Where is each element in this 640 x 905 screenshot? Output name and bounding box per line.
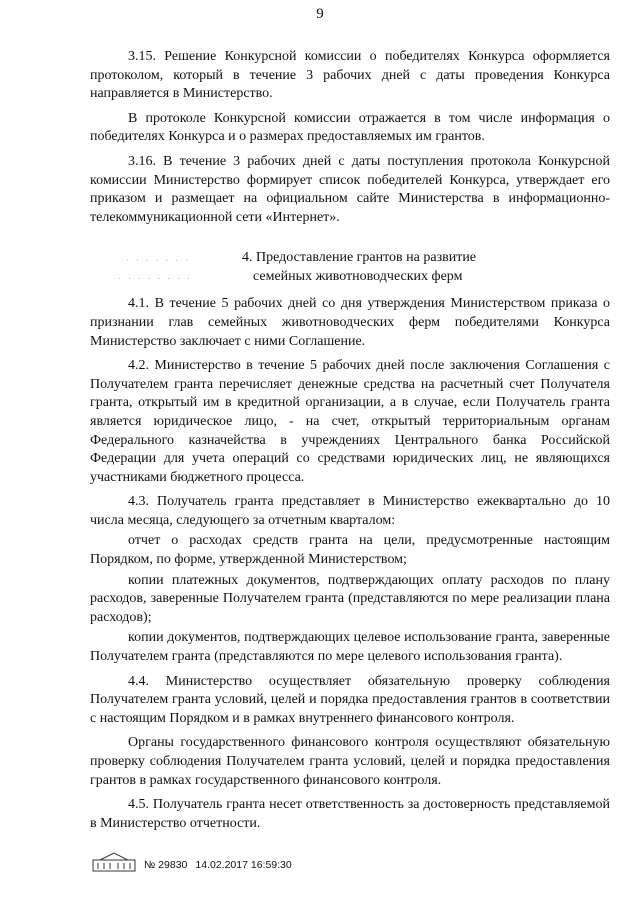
footer bbox=[92, 849, 292, 873]
list-item-payment-copies: копии платежных документов, подтверждающих оплату расходов по плану расходов, заверенные Получателем гранта (представляются по мере реализации плана расходов); bbox=[90, 572, 610, 625]
section-heading-line2: семейных животноводческих ферм bbox=[253, 268, 463, 284]
footer-doc-number: № 29830 bbox=[144, 859, 188, 871]
section-heading-line1: 4. Предоставление грантов на развитие bbox=[242, 250, 477, 266]
paragraph-3-16: 3.16. В течение 3 рабочих дней с даты поступления протокола Конкурсной комиссии Министерство формирует список победителей Конкурса, утверждает его приказом и размещает на официальном сайте Министерства в информационно-телекоммуникационной сети «Интернет». bbox=[90, 153, 610, 225]
paragraph-4-1: 4.1. В течение 5 рабочих дней со дня утверждения Министерством приказа о признании глав семейных животноводческих ферм победителями Конкурса Министерство заключает с ними Соглашение. bbox=[90, 296, 610, 349]
paragraph-3-15: 3.15. Решение Конкурсной комиссии о победителях Конкурса оформляется протоколом, который в течение 3 рабочих дней с даты проведения Конкурса направляется в Министерство. bbox=[90, 49, 610, 102]
paragraph-4-3: 4.3. Получатель гранта представляет в Министерство ежеквартально до 10 числа месяца, следующего за отчетным кварталом: bbox=[90, 494, 610, 528]
paragraph-4-2: 4.2. Министерство в течение 5 рабочих дней после заключения Соглашения с Получателем гранта перечисляет денежные средства на расчетный счет Получателя гранта, открытый им в кредитной организации, а в случае, если Получатель гранта является юридическое лицо, - на счет, открытый территориальным органам Федерального казначейства в учреждениях Центрального банка Российской Федерации для учета операций со средствами юридических лиц, не являющихся участниками бюджетного процесса. bbox=[90, 358, 610, 485]
footer-timestamp: 14.02.2017 16:59:30 bbox=[195, 859, 292, 871]
scan-artifact: · · · · · · · · bbox=[118, 274, 193, 286]
section-heading bbox=[90, 249, 610, 287]
building-stamp-icon bbox=[92, 851, 136, 873]
list-item-document-copies: копии документов, подтверждающих целевое использование гранта, заверенные Получателем гранта (представляются по мере целевого использования гранта). bbox=[90, 630, 610, 665]
list-item-report: отчет о расходах средств гранта на цели, предусмотренные настоящим Порядком, по форме, утвержденной Министерством; bbox=[90, 533, 610, 568]
paragraph-4-4: 4.4. Министерство осуществляет обязательную проверку соблюдения Получателем гранта условий, целей и порядка предоставления грантов в соответствии с настоящим Порядком и в рамках внутреннего финансового контроля. bbox=[90, 673, 610, 726]
paragraph-protocol-info: В протоколе Конкурсной комиссии отражается в том числе информация о победителях Конкурса и о размерах предоставляемых им грантов. bbox=[90, 110, 610, 145]
paragraph-4-5: 4.5. Получатель гранта несет ответственность за достоверность представляемой в Министерство отчетности. bbox=[90, 797, 610, 831]
document-body bbox=[90, 48, 610, 839]
page-number: 9 bbox=[316, 6, 324, 22]
scan-artifact: · · · · · · · bbox=[126, 256, 191, 268]
paragraph-control-bodies: Органы государственного финансового контроля осуществляют обязательную проверку соблюдения Получателем гранта условий, целей и порядка предоставления грантов в рамках государственного финансового контроля. bbox=[90, 735, 610, 788]
